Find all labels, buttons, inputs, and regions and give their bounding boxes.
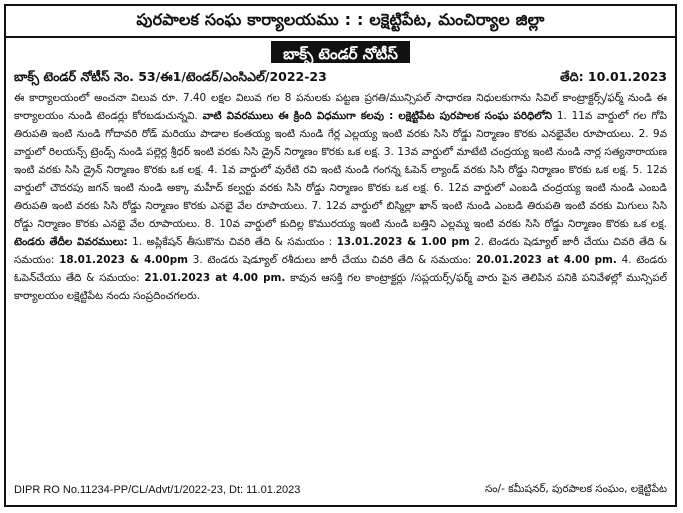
schedule-item-4: 4. టెండరు ఓపెన్‌చేయు తేది & సమయం:: [14, 254, 667, 284]
schedule-item-1-value: 13.01.2023 & 1.00 pm: [336, 236, 470, 248]
notice-footer: [14, 481, 667, 499]
works-list: 1. 11వ వార్డులో గల గోపి తిరుపతి ఇంటి నుండి గోదావరి రోడ్ మరియు పాడాల కంతయ్య ఇంటి నుండి గేర్ల ఎల్లయ్య ఇంటి వరకు సిసి రోడ్డు నిర్మాణం కొరకు ఎనభైవేల రూపాయలు. 2. 9వ వార్డులో రిలయన్స్ ట్రెండ్స్ నుండి పల్లెర్ల శ్రీధర్ ఇంటి వరకు సిసి డ్రైన్ నిర్మాణం కొరకు ఒక లక్ష. 3. 13వ వార్డులో మాటేటి చంద్రయ్య ఇంటి నుండి నార్ల సత్యనారాయణ ఇంటి వరకు సిసి డ్రైన్ నిర్మాణం కొరకు ఒక లక్ష. 4. 1వ వార్డులో వురేటి రవి ఇంటి నుండి గంగన్న ఓపెన్ ల్యాండ్ వరకు సిసి రోడ్డు నిర్మాణం కొరకు ఒక లక్ష. 5. 12వ వార్డులో చౌదరపు జగన్ ఇంటి నుండి అక్కా మహీద్ కల్వర్టు వరకు సిసి రోడ్డు నిర్మాణం కొరకు ఒక లక్ష. 6. 12వ వార్డులో ఎంబడి చంద్రయ్య ఇంటి నుండి ఎంబడి తిరుపతి ఇంటి వరకు సిసి రోడ్డు నిర్మాణం కొరకు ఎనభై వేల రూపాయలు. 7. 12వ వార్డులో బిస్మిల్లా ఖాన్ ఇంటి నుండి ఎంబడి తిరుపతి ఇంటి వరకు మిగులు సిసి రోడ్డు నిర్మాణం కొరకు ఎనభై వేల రూపాయలు. 8. 10వ వార్డులో కుదిల్ల కొమురయ్య ఇంటి నుండి బత్తిని ఎల్లమ్మ ఇంటి వరకు సిసి రోడ్డు నిర్మాణం కొరకు ఒక లక్ష.: [14, 110, 667, 230]
reference-line: [14, 68, 667, 88]
details-lead: వాటి వివరములు ఈ క్రింది విధముగా కలవు : లక్షెట్టిపేట పురపాలక సంఘ పరిధిలోని: [202, 110, 553, 122]
intro-text: ఈ కార్యాలయంలో అంచనా విలువ రూ. 7.40 లక్షల విలువ గల 8 పనులకు పట్టణ ప్రగతి/మున్సిపల్ సాధారణ నిధులకుగాను సివిల్ కాంట్రాక్టర్స్/ఫర్మ్ నుండి ఈ కార్యాలయం నుండి టెండర్లు కోరబడుచున్నవి.: [14, 92, 667, 122]
notice-number: బాక్స్ టెండర్ నోటీస్ నెం. 53/ఈ1/టెండర్/ఎంసిఎల్/2022-23: [14, 68, 327, 84]
schedule-item-2-value: 18.01.2023 & 4.00pm: [59, 254, 188, 266]
schedule-item-3: 3. టెండరు షెడ్యూల్ రశీదులు జారీ చేయు చివరి తేది & సమయం:: [192, 254, 472, 266]
notice-banner: బాక్స్ టెండర్ నోటీస్: [271, 41, 410, 63]
schedule-item-1: 1. అప్లికేషన్ తీసుకొను చివరి తేది & సమయం :: [132, 236, 333, 248]
tender-notice: [4, 4, 677, 507]
signatory: సం/- కమీషనర్, పురపాలక సంఘం, లక్షెట్టిపేట: [485, 482, 667, 495]
banner-wrap: [6, 38, 675, 68]
schedule-lead: టెండరు తేదీల వివరములు:: [14, 236, 128, 248]
office-title: పురపాలక సంఘ కార్యాలయము : : లక్షెట్టిపేట, మంచిర్యాల జిల్లా: [136, 9, 545, 29]
schedule-item-3-value: 20.01.2023 at 4.00 pm.: [476, 254, 617, 266]
notice-body: [14, 89, 667, 461]
schedule-item-2: 2. టెండరు షెడ్యూల్ జారీ చేయు చివరి తేది & సమయం:: [14, 236, 667, 266]
office-header: [6, 6, 675, 38]
schedule-item-4-value: 21.01.2023 at 4.00 pm.: [144, 272, 286, 284]
notice-date: తేది: 10.01.2023: [560, 68, 667, 84]
dipr-reference: DIPR RO No.11234-PP/CL/Advt/1/2022-23, Dt: 11.01.2023: [14, 484, 301, 496]
closing-text: కావున ఆసక్తి గల కాంట్రాక్టర్లు /సప్లయర్స్/ఫర్మ్ వారు పైన తెలిపిన పనికి పనివేళల్లో మున్సిపల్ కార్యాలయం లక్షెట్టిపేట నందు సంప్రదించగలరు.: [14, 272, 667, 302]
